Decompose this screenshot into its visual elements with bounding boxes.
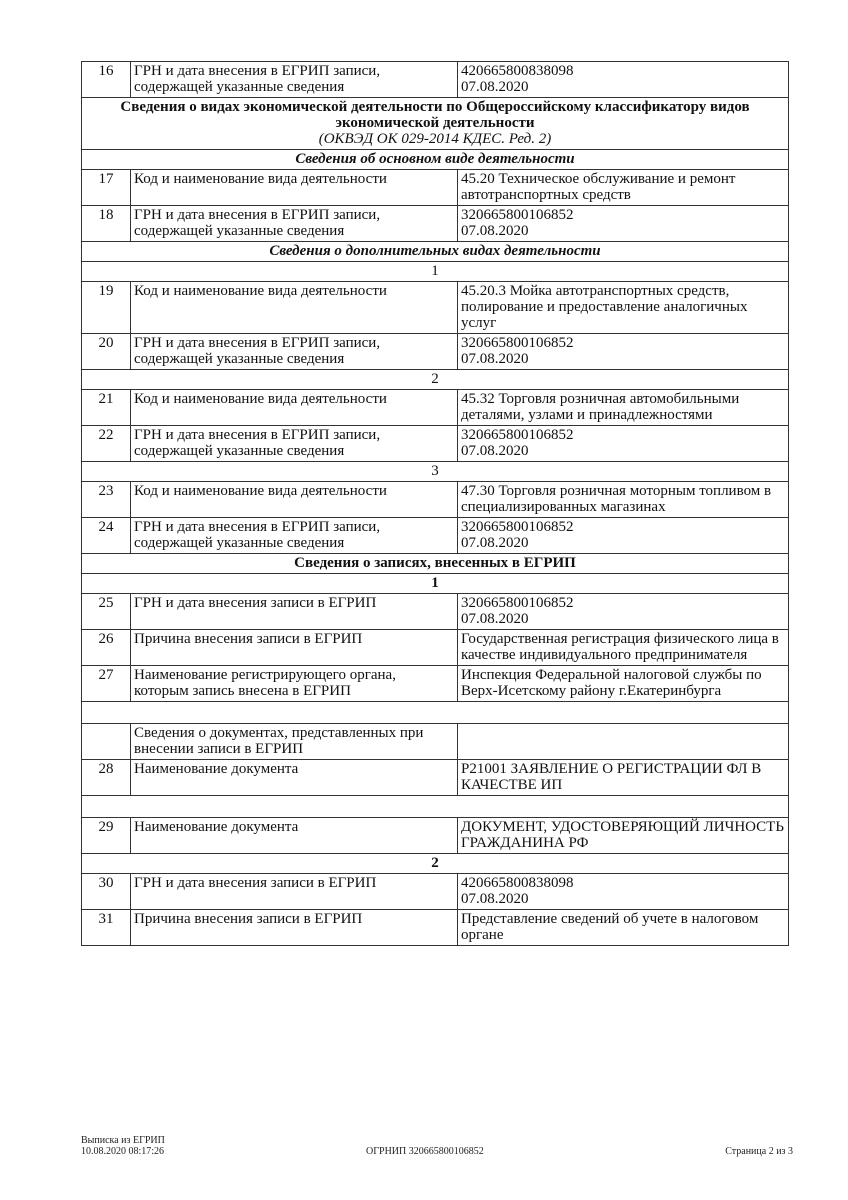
row-value — [458, 724, 789, 760]
row-label: ГРН и дата внесения в ЕГРИП записи, содержащей указанные сведения — [131, 518, 458, 554]
row-value: Государственная регистрация физического лица в качестве индивидуального предпринимателя — [458, 630, 789, 666]
row-label: ГРН и дата внесения в ЕГРИП записи, содержащей указанные сведения — [131, 334, 458, 370]
subsection-row — [82, 242, 789, 262]
table-row — [82, 282, 789, 334]
empty-row — [82, 796, 789, 818]
row-value: ДОКУМЕНТ, УДОСТОВЕРЯЮЩИЙ ЛИЧНОСТЬ ГРАЖДАНИНА РФ — [458, 818, 789, 854]
row-label: Причина внесения записи в ЕГРИП — [131, 910, 458, 946]
footer-page-number: Страница 2 из 3 — [725, 1146, 793, 1157]
row-value: 45.20.3 Мойка автотранспортных средств, полирование и предоставление аналогичных услуг — [458, 282, 789, 334]
grn-number: 320665800106852 — [461, 335, 574, 351]
row-number: 30 — [82, 874, 131, 910]
table-row — [82, 910, 789, 946]
grn-number: 420665800838098 — [461, 63, 574, 79]
row-number: 25 — [82, 594, 131, 630]
subsection-row — [82, 150, 789, 170]
row-number: 29 — [82, 818, 131, 854]
row-number: 26 — [82, 630, 131, 666]
row-label: Код и наименование вида деятельности — [131, 390, 458, 426]
section-title: Сведения о видах экономической деятельности по Общероссийскому классификатору видов экономической деятельности — [120, 99, 750, 131]
table-row — [82, 482, 789, 518]
row-label: Наименование регистрирующего органа, которым запись внесена в ЕГРИП — [131, 666, 458, 702]
group-number: 2 — [82, 854, 789, 874]
table-row — [82, 818, 789, 854]
group-number: 1 — [82, 262, 789, 282]
table-row — [82, 630, 789, 666]
row-label: Наименование документа — [131, 818, 458, 854]
row-value — [458, 594, 789, 630]
group-number: 1 — [82, 574, 789, 594]
row-label: Причина внесения записи в ЕГРИП — [131, 630, 458, 666]
group-row — [82, 262, 789, 282]
row-number: 17 — [82, 170, 131, 206]
row-value: 45.20 Техническое обслуживание и ремонт автотранспортных средств — [458, 170, 789, 206]
row-number: 16 — [82, 62, 131, 98]
section-subtitle: (ОКВЭД ОК 029-2014 КДЕС. Ред. 2) — [318, 131, 552, 147]
grn-date: 07.08.2020 — [461, 443, 529, 459]
row-number: 21 — [82, 390, 131, 426]
grn-date: 07.08.2020 — [461, 351, 529, 367]
row-label: Код и наименование вида деятельности — [131, 282, 458, 334]
group-row — [82, 574, 789, 594]
row-label: Код и наименование вида деятельности — [131, 482, 458, 518]
group-row — [82, 462, 789, 482]
table-row — [82, 666, 789, 702]
row-number: 20 — [82, 334, 131, 370]
row-number: 28 — [82, 760, 131, 796]
main-activity-header: Сведения об основном виде деятельности — [82, 150, 789, 170]
row-number: 27 — [82, 666, 131, 702]
table-row — [82, 724, 789, 760]
table-row — [82, 206, 789, 242]
table-row — [82, 390, 789, 426]
row-value: 47.30 Торговля розничная моторным топливом в специализированных магазинах — [458, 482, 789, 518]
row-label: Код и наименование вида деятельности — [131, 170, 458, 206]
row-value: 45.32 Торговля розничная автомобильными деталями, узлами и принадлежностями — [458, 390, 789, 426]
table-row — [82, 426, 789, 462]
egrip-extract-table — [81, 61, 789, 946]
docs-header-label: Сведения о документах, представленных при внесении записи в ЕГРИП — [131, 724, 458, 760]
row-label: ГРН и дата внесения в ЕГРИП записи, содержащей указанные сведения — [131, 62, 458, 98]
row-number — [82, 724, 131, 760]
row-label: ГРН и дата внесения записи в ЕГРИП — [131, 874, 458, 910]
footer-doc-title: Выписка из ЕГРИП — [81, 1135, 165, 1146]
grn-number: 320665800106852 — [461, 427, 574, 443]
row-value: Представление сведений об учете в налоговом органе — [458, 910, 789, 946]
grn-date: 07.08.2020 — [461, 79, 529, 95]
footer-doc-info — [81, 1135, 165, 1157]
table-row — [82, 594, 789, 630]
grn-number: 320665800106852 — [461, 207, 574, 223]
group-number: 2 — [82, 370, 789, 390]
table-row — [82, 170, 789, 206]
row-number: 18 — [82, 206, 131, 242]
empty-row — [82, 702, 789, 724]
grn-number: 320665800106852 — [461, 595, 574, 611]
section-row — [82, 554, 789, 574]
row-number: 19 — [82, 282, 131, 334]
row-number: 22 — [82, 426, 131, 462]
section-row — [82, 98, 789, 150]
row-number: 23 — [82, 482, 131, 518]
grn-number: 320665800106852 — [461, 519, 574, 535]
row-value — [458, 874, 789, 910]
spacer-cell — [82, 796, 789, 818]
row-label: Наименование документа — [131, 760, 458, 796]
row-value — [458, 62, 789, 98]
table-row — [82, 874, 789, 910]
grn-date: 07.08.2020 — [461, 891, 529, 907]
group-row — [82, 854, 789, 874]
table-row — [82, 760, 789, 796]
records-section-header: Сведения о записях, внесенных в ЕГРИП — [82, 554, 789, 574]
group-number: 3 — [82, 462, 789, 482]
row-number: 24 — [82, 518, 131, 554]
row-label: ГРН и дата внесения записи в ЕГРИП — [131, 594, 458, 630]
row-label: ГРН и дата внесения в ЕГРИП записи, содержащей указанные сведения — [131, 206, 458, 242]
spacer-cell — [82, 702, 789, 724]
row-value: Р21001 ЗАЯВЛЕНИЕ О РЕГИСТРАЦИИ ФЛ В КАЧЕСТВЕ ИП — [458, 760, 789, 796]
grn-date: 07.08.2020 — [461, 535, 529, 551]
row-value — [458, 206, 789, 242]
table-row — [82, 518, 789, 554]
additional-activity-header: Сведения о дополнительных видах деятельности — [82, 242, 789, 262]
group-row — [82, 370, 789, 390]
grn-number: 420665800838098 — [461, 875, 574, 891]
row-value — [458, 426, 789, 462]
grn-date: 07.08.2020 — [461, 611, 529, 627]
table-row — [82, 62, 789, 98]
row-value: Инспекция Федеральной налоговой службы по Верх-Исетскому району г.Екатеринбурга — [458, 666, 789, 702]
grn-date: 07.08.2020 — [461, 223, 529, 239]
okved-section-header — [82, 98, 789, 150]
row-value — [458, 334, 789, 370]
row-label: ГРН и дата внесения в ЕГРИП записи, содержащей указанные сведения — [131, 426, 458, 462]
table-row — [82, 334, 789, 370]
row-number: 31 — [82, 910, 131, 946]
row-value — [458, 518, 789, 554]
footer-ogrnip: ОГРНИП 320665800106852 — [366, 1146, 484, 1157]
footer-timestamp: 10.08.2020 08:17:26 — [81, 1146, 165, 1157]
